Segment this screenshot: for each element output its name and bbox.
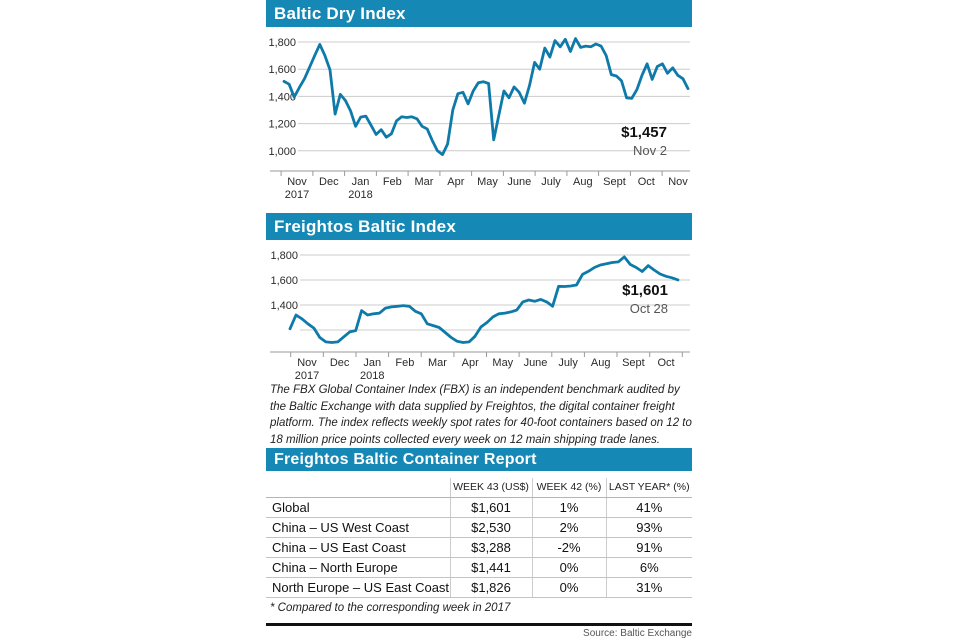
bdi-latest-value: $1,457 [621, 124, 667, 141]
table-cell: 0% [532, 557, 606, 577]
table-row [266, 557, 692, 577]
x-axis-label: Dec [329, 357, 350, 369]
table-row-label: Global [266, 497, 450, 517]
x-axis-label: Feb [382, 176, 402, 188]
x-axis-sublabel: 2018 [360, 370, 385, 380]
x-axis-label: July [541, 176, 561, 188]
bdi-latest-date: Nov 2 [633, 143, 667, 158]
fbx-title: Freightos Baltic Index [274, 217, 456, 236]
x-axis-label: May [477, 176, 498, 188]
y-axis-label: 1,800 [270, 250, 298, 262]
x-axis-sublabel: 2017 [284, 189, 310, 201]
x-axis-label: Apr [447, 176, 465, 188]
table-cell: $3,288 [450, 537, 532, 557]
x-axis-label: Nov [287, 176, 307, 188]
bdi-chart-svg [266, 27, 692, 207]
table-cell: 0% [532, 577, 606, 597]
table-cell: $1,826 [450, 577, 532, 597]
source-credit: Source: Baltic Exchange [583, 628, 692, 639]
fbx-chart [266, 240, 692, 380]
table-cell: 31% [606, 577, 692, 597]
table-cell: 1% [532, 497, 606, 517]
bdi-title-bar [266, 0, 692, 27]
table-cell: -2% [532, 537, 606, 557]
table-row [266, 497, 692, 517]
x-axis-sublabel: 2017 [294, 370, 320, 380]
table-cell: 91% [606, 537, 692, 557]
table-cell: 6% [606, 557, 692, 577]
table-header-row [266, 478, 692, 497]
y-axis-label: 1,000 [268, 145, 296, 158]
x-axis-label: Nov [668, 176, 688, 188]
x-axis-label: Sept [603, 176, 626, 188]
x-axis-sublabel: 2018 [348, 189, 373, 201]
x-axis-label: May [492, 357, 514, 369]
table-body [266, 497, 692, 597]
x-axis-label: Aug [590, 357, 611, 369]
x-axis-label: Mar [428, 357, 447, 369]
x-axis-label: June [523, 357, 548, 369]
y-axis-label: 1,600 [270, 275, 298, 287]
table-header-cell: WEEK 42 (%) [532, 478, 606, 497]
x-axis-label: Mar [414, 176, 434, 188]
report-title: Freightos Baltic Container Report [274, 451, 537, 468]
x-axis-label: Sept [622, 357, 645, 369]
bdi-chart [266, 27, 692, 207]
table-row [266, 517, 692, 537]
x-axis-label: Jan [363, 357, 382, 369]
x-axis-label: June [507, 176, 532, 188]
x-axis-label: Oct [637, 176, 655, 188]
y-axis-label: 1,800 [268, 37, 296, 49]
y-axis-label: 1,400 [270, 300, 298, 312]
table-row [266, 577, 692, 597]
table-row-label: China – US West Coast [266, 517, 450, 537]
x-axis-label: Aug [573, 176, 593, 188]
table-header-cell: WEEK 43 (US$) [450, 478, 532, 497]
x-axis-label: Jan [351, 176, 370, 188]
x-axis-label: Oct [657, 357, 675, 369]
fbx-description: The FBX Global Container Index (FBX) is an independent benchmark audited by the Baltic Exchange with data supplied by Freightos, the digital container freight platform. The index reflects weekly spot rates for 40-foot containers based on 12 to 18 million price points collected every week on 12 main shipping trade lanes. [270, 384, 692, 446]
container-report-table [266, 478, 692, 598]
fbx-latest-value: $1,601 [622, 282, 668, 299]
table-cell: $1,441 [450, 557, 532, 577]
table-footnote: * Compared to the corresponding week in 2017 [270, 602, 511, 614]
table-header-cell [266, 478, 450, 497]
table-row [266, 537, 692, 557]
fbx-latest-date: Oct 28 [629, 301, 668, 316]
table-header [266, 478, 692, 497]
table-cell: $1,601 [450, 497, 532, 517]
x-axis-label: Nov [297, 357, 317, 369]
table-row-label: China – US East Coast [266, 537, 450, 557]
table-cell: 2% [532, 517, 606, 537]
x-axis-label: Apr [461, 357, 479, 369]
y-axis-label: 1,200 [268, 118, 296, 131]
bdi-annotation [621, 124, 667, 158]
table-cell: $2,530 [450, 517, 532, 537]
y-axis-label: 1,600 [268, 64, 296, 77]
table-row-label: China – North Europe [266, 557, 450, 577]
bdi-title: Baltic Dry Index [274, 4, 406, 23]
report-title-bar [266, 448, 692, 471]
source-divider [266, 623, 692, 626]
table-header-cell: LAST YEAR* (%) [606, 478, 692, 497]
fbx-annotation [622, 282, 668, 316]
table-row-label: North Europe – US East Coast [266, 577, 450, 597]
x-axis-label: July [558, 357, 578, 369]
table-cell: 93% [606, 517, 692, 537]
fbx-title-bar [266, 213, 692, 240]
y-axis-label: 1,400 [268, 91, 296, 104]
table-cell: 41% [606, 497, 692, 517]
x-axis-label: Dec [319, 176, 339, 188]
x-axis-label: Feb [395, 357, 415, 369]
